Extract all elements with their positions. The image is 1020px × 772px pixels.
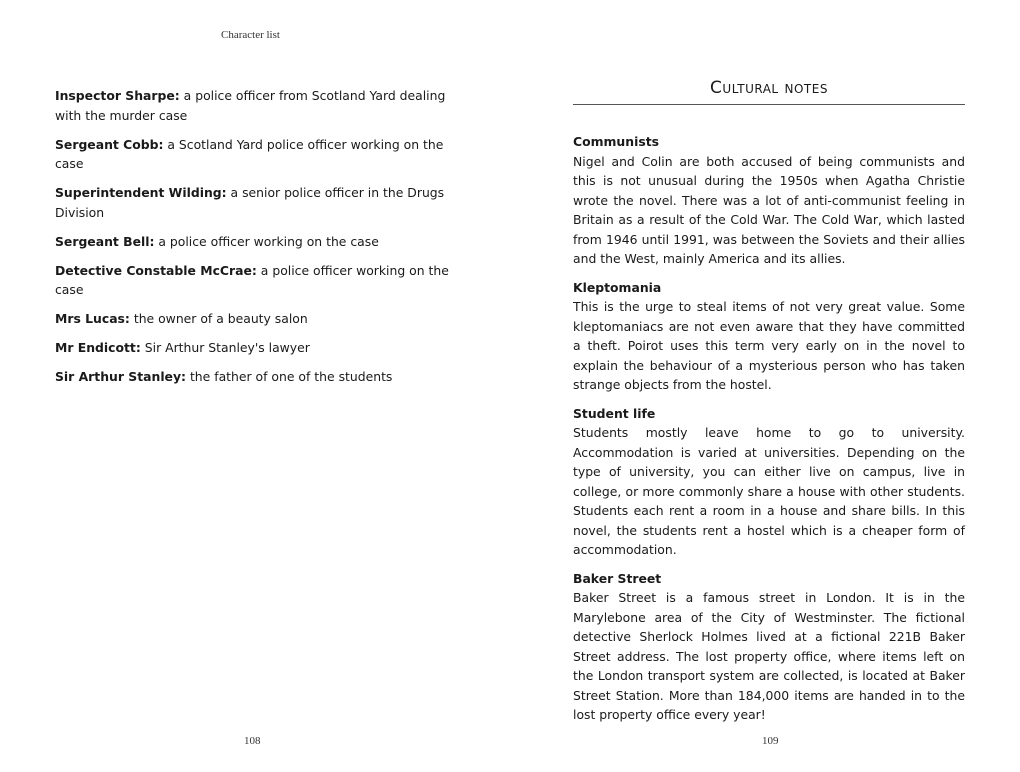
note-section bbox=[573, 132, 965, 269]
character-list bbox=[55, 86, 455, 396]
character-name: Mrs Lucas: bbox=[55, 311, 130, 326]
character-entry bbox=[55, 261, 455, 300]
note-section bbox=[573, 569, 965, 725]
character-name: Sergeant Bell: bbox=[55, 233, 155, 249]
note-section bbox=[573, 404, 965, 560]
note-heading: Communists bbox=[573, 134, 659, 149]
page-number: 108 bbox=[244, 735, 261, 747]
note-heading: Kleptomania bbox=[573, 279, 662, 295]
note-heading: Student life bbox=[573, 405, 656, 421]
character-description: a police officer working on the case bbox=[55, 262, 449, 297]
character-name: Detective Constable McCrae: bbox=[55, 262, 257, 278]
note-body: Baker Street is a famous street in London. It is in the Marylebone area of the City of Westminster. The fictional detective Sherlock Holmes lived at a fictional 221B Baker Street address. The lost property office, where items left on the London transport system are collected, is located at Baker Street Station. More than 184,000 items are handed in to the lost property office every year! bbox=[573, 590, 965, 722]
character-entry bbox=[55, 86, 455, 125]
character-entry bbox=[55, 183, 455, 222]
character-description: a police officer from Scotland Yard dealing with the murder case bbox=[55, 88, 446, 123]
character-name: Superintendent Wilding: bbox=[55, 185, 227, 200]
character-description: a Scotland Yard police officer working on the case bbox=[55, 136, 444, 171]
character-description: a senior police officer in the Drugs Division bbox=[55, 185, 445, 220]
note-body: This is the urge to steal items of not very great value. Some kleptomaniacs are not even aware that they have committed a theft. Poirot uses this term very early on in the novel to explain the behaviour of a mysterious person who has taken strange objects from the hostel. bbox=[573, 299, 965, 392]
character-name: Inspector Sharpe: bbox=[55, 88, 180, 103]
page-number: 109 bbox=[762, 735, 779, 747]
character-description: a police officer working on the case bbox=[154, 233, 379, 249]
note-heading: Baker Street bbox=[573, 570, 662, 586]
section-title: Cultural notes bbox=[573, 78, 965, 105]
note-section bbox=[573, 278, 965, 395]
character-description: the father of one of the students bbox=[186, 369, 393, 384]
character-description: the owner of a beauty salon bbox=[129, 311, 308, 326]
character-entry bbox=[55, 367, 455, 387]
character-name: Mr Endicott: bbox=[55, 340, 141, 355]
character-description: Sir Arthur Stanley's lawyer bbox=[140, 340, 310, 355]
note-body: Students mostly leave home to go to university. Accommodation is varied at universities. Depending on the type of university, you can either live on campus, live in college, or more commonly share a house with other students. Students each rent a room in a house and share bills. In this novel, the students rent a hostel which is a cheaper form of accommodation. bbox=[573, 425, 965, 557]
character-entry bbox=[55, 309, 455, 329]
character-entry bbox=[55, 338, 455, 358]
running-head: Character list bbox=[221, 29, 280, 41]
character-name: Sergeant Cobb: bbox=[55, 136, 164, 152]
character-name: Sir Arthur Stanley: bbox=[55, 369, 186, 384]
note-body: Nigel and Colin are both accused of being communists and this is not unusual during the 1950s when Agatha Christie wrote the novel. There was a lot of anti-communist feeling in Britain as a result of the Cold War. The Cold War, which lasted from 1946 until 1991, was between the Soviets and their allies and the West, mainly America and its allies. bbox=[573, 153, 965, 266]
character-entry bbox=[55, 232, 455, 252]
right-page bbox=[510, 0, 1020, 772]
character-entry bbox=[55, 135, 455, 174]
cultural-notes bbox=[573, 132, 965, 734]
